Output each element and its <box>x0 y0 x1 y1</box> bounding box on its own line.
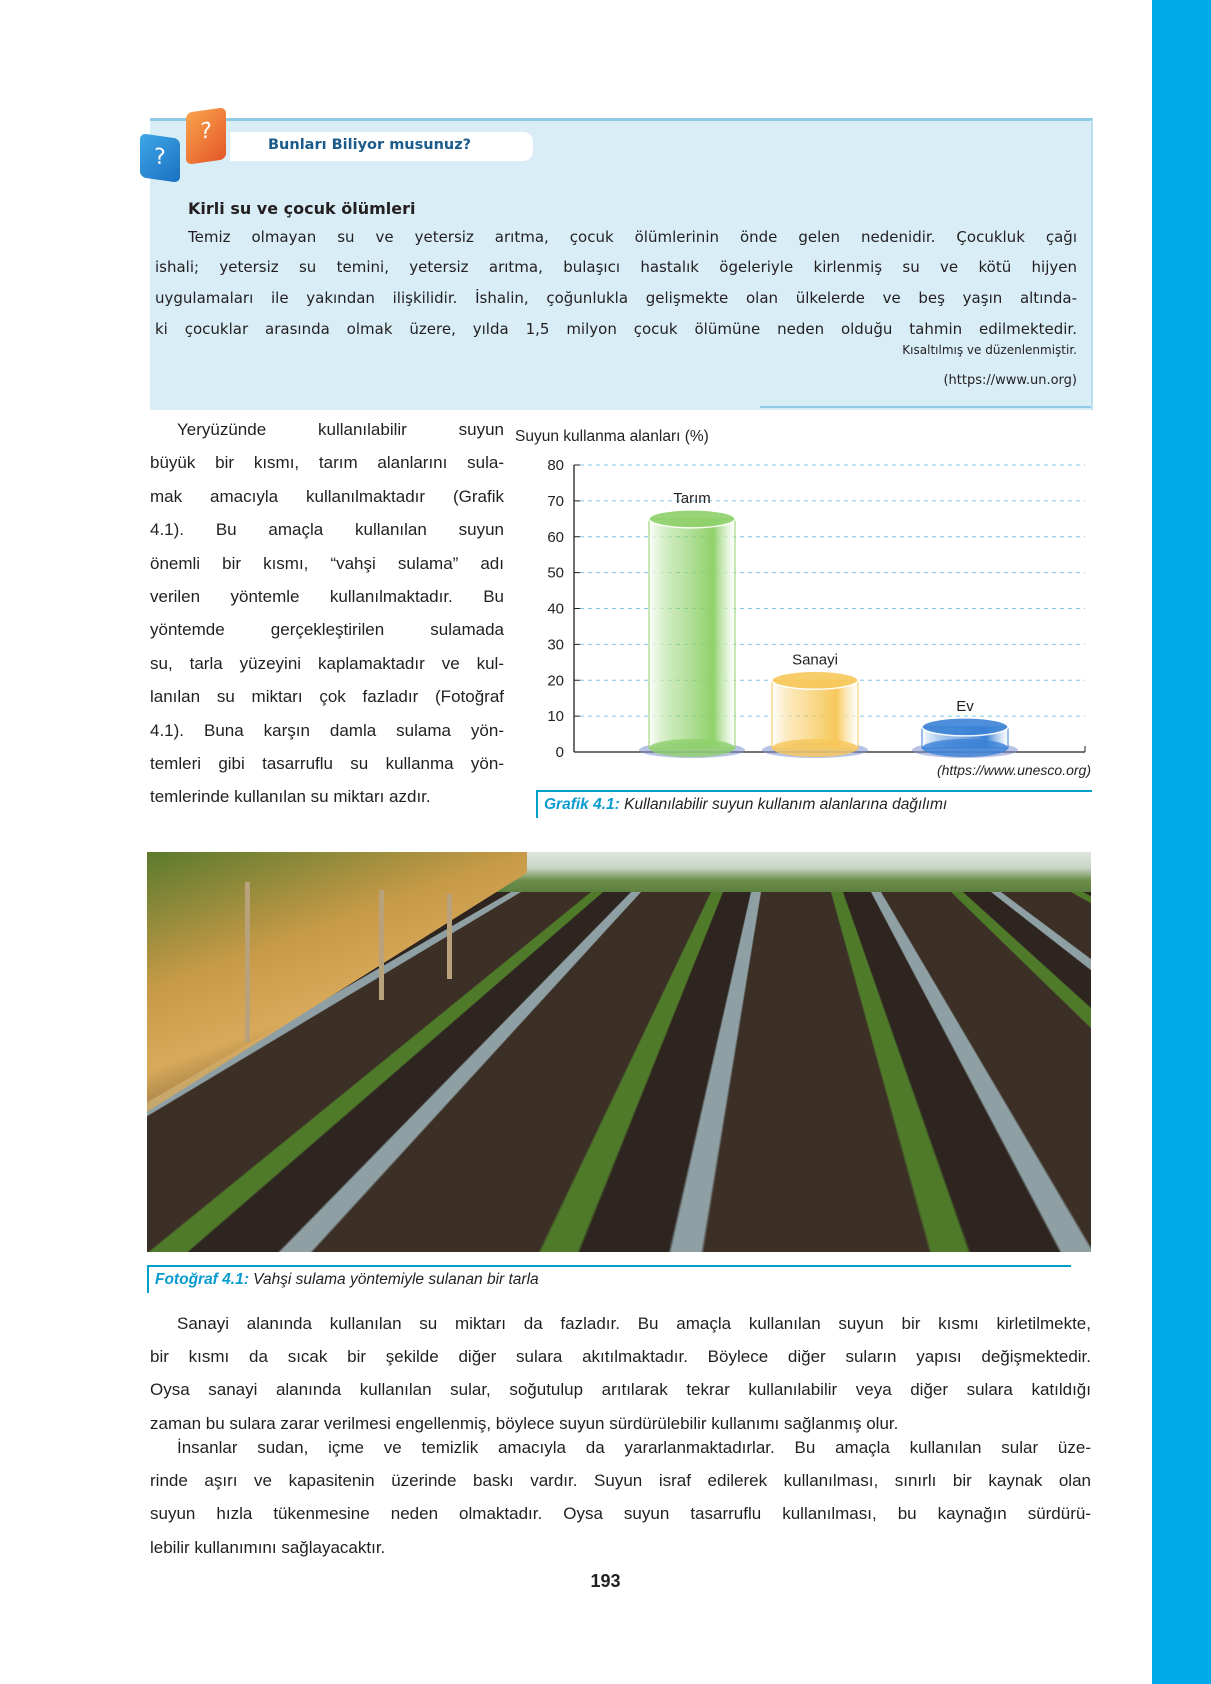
bar-top <box>649 510 735 528</box>
info-box-line: ishali; yetersiz su temini, yetersiz arıtma, bulaşıcı hastalık ögeleriyle kirlenmiş su ve kötü hijyen <box>155 258 1077 276</box>
page-number: 193 <box>590 1571 621 1591</box>
text-line: suyun hızla tükenmesine neden olmaktadır. Oysa suyun tasarruflu kullanılması, bu kaynağın sürdürü- <box>150 1504 1091 1524</box>
chart-source: (https://www.unesco.org) <box>936 762 1091 778</box>
bar-base <box>649 739 735 757</box>
y-tick-label: 40 <box>547 600 564 618</box>
text-line: yöntemde gerçekleştirilen sulamada <box>150 620 504 640</box>
photo-caption <box>155 1271 539 1289</box>
info-box-note: Kısaltılmış ve düzenlenmiştir. <box>902 343 1077 357</box>
chart-caption-text: Kullanılabilir suyun kullanım alanlarına dağılımı <box>619 796 948 813</box>
caption-rule <box>147 1265 149 1293</box>
chart-caption-label: Grafik 4.1: <box>544 796 620 813</box>
text-line: Yeryüzünde kullanılabilir suyun <box>177 420 504 439</box>
y-tick-label: 70 <box>547 492 564 510</box>
text-line: bir kısmı da sıcak bir şekilde diğer sulara akıtılmaktadır. Böylece diğer suların yapısı değişmektedir. <box>150 1347 1091 1367</box>
text-line: mak amacıyla kullanılmaktadır (Grafik <box>150 486 504 506</box>
question-bubble-icon: ? <box>140 133 180 183</box>
y-tick-label: 80 <box>547 457 564 474</box>
y-tick-label: 50 <box>547 564 564 582</box>
photo-caption-text: Vahşi sulama yöntemiyle sulanan bir tarla <box>248 1271 539 1288</box>
text-line: su, tarla yüzeyini kaplamaktadır ve kul- <box>150 653 504 673</box>
bar-Sanayi <box>772 680 858 748</box>
y-tick-label: 0 <box>555 744 564 760</box>
info-box-line: uygulamaları ile yakından ilişkilidir. İshalin, çoğunlukla gelişmekte olan ülkelerde ve beş yaşın altında- <box>155 289 1077 307</box>
y-tick-label: 30 <box>547 636 564 654</box>
fence-post <box>379 890 384 1000</box>
bar-base <box>922 739 1008 757</box>
info-box-heading: Kirli su ve çocuk ölümleri <box>188 199 416 218</box>
y-tick-label: 10 <box>547 708 564 726</box>
fence-post <box>447 894 452 979</box>
text-line: 4.1). Buna karşın damla sulama yön- <box>150 720 504 740</box>
page-edge-stripe <box>1152 0 1211 1684</box>
chart-caption <box>544 796 947 814</box>
bar-chart <box>515 425 1095 760</box>
bar-label: Tarım <box>673 489 711 507</box>
bar-label: Sanayi <box>792 651 838 669</box>
y-tick-label: 20 <box>547 672 564 690</box>
caption-rule <box>536 790 538 818</box>
bar-top <box>922 718 1008 736</box>
info-box-source: (https://www.un.org) <box>943 373 1077 388</box>
bar-Tarım <box>649 519 735 748</box>
text-line: verilen yöntemle kullanılmaktadır. Bu <box>150 587 504 606</box>
info-box-line: Temiz olmayan su ve yetersiz arıtma, çocuk ölümlerinin önde gelen nedenidir. Çocukluk çağı <box>188 228 1077 246</box>
info-box-divider <box>760 406 1091 408</box>
info-box-title: Bunları Biliyor musunuz? <box>268 137 472 153</box>
caption-rule <box>147 1265 1071 1267</box>
text-line: lanılan su miktarı çok fazladır (Fotoğraf <box>150 687 504 707</box>
info-box-line: ki çocuklar arasında olmak üzere, yılda 1,5 milyon çocuk ölümüne neden olduğu tahmin edilmektedir. <box>155 320 1077 338</box>
caption-rule <box>536 790 1092 792</box>
text-line: İnsanlar sudan, içme ve temizlik amacıyla da yararlanmaktadırlar. Bu amaçla kullanılan sular üze- <box>177 1438 1091 1457</box>
text-line: Oysa sanayi alanında kullanılan sular, soğutulup arıtılarak tekrar kullanılabilir veya diğer sulara katıldığı <box>150 1380 1091 1400</box>
text-line: Sanayi alanında kullanılan su miktarı da fazladır. Bu amaçla kullanılan suyun bir kısmı kirletilmekte, <box>177 1314 1091 1333</box>
irrigated-field-photo <box>147 852 1091 1252</box>
text-line: rinde aşırı ve kapasitenin üzerinde baskı vardır. Suyun israf edilerek kullanılması, sınırlı bir kaynak olan <box>150 1471 1091 1491</box>
chart-title: Suyun kullanma alanları (%) <box>515 428 709 445</box>
bar-base <box>772 739 858 757</box>
y-tick-label: 60 <box>547 528 564 546</box>
text-line: lebilir kullanımını sağlayacaktır. <box>150 1537 386 1557</box>
bar-top <box>772 671 858 689</box>
text-line: temleri gibi tasarruflu su kullanma yön- <box>150 754 504 773</box>
question-bubble-icon: ? <box>186 107 226 165</box>
bar-label: Ev <box>956 697 974 715</box>
text-line: temlerinde kullanılan su miktarı azdır. <box>150 787 431 807</box>
text-line: önemli bir kısmı, “vahşi sulama” adı <box>150 553 504 573</box>
text-line: zaman bu sulara zarar verilmesi engellenmiş, böylece suyun sürdürülebilir kullanımı sağlanmış olur. <box>150 1413 899 1433</box>
fence-post <box>245 882 250 1042</box>
text-line: büyük bir kısmı, tarım alanlarını sula- <box>150 453 504 473</box>
photo-caption-label: Fotoğraf 4.1: <box>155 1271 249 1288</box>
text-line: 4.1). Bu amaçla kullanılan suyun <box>150 520 504 540</box>
